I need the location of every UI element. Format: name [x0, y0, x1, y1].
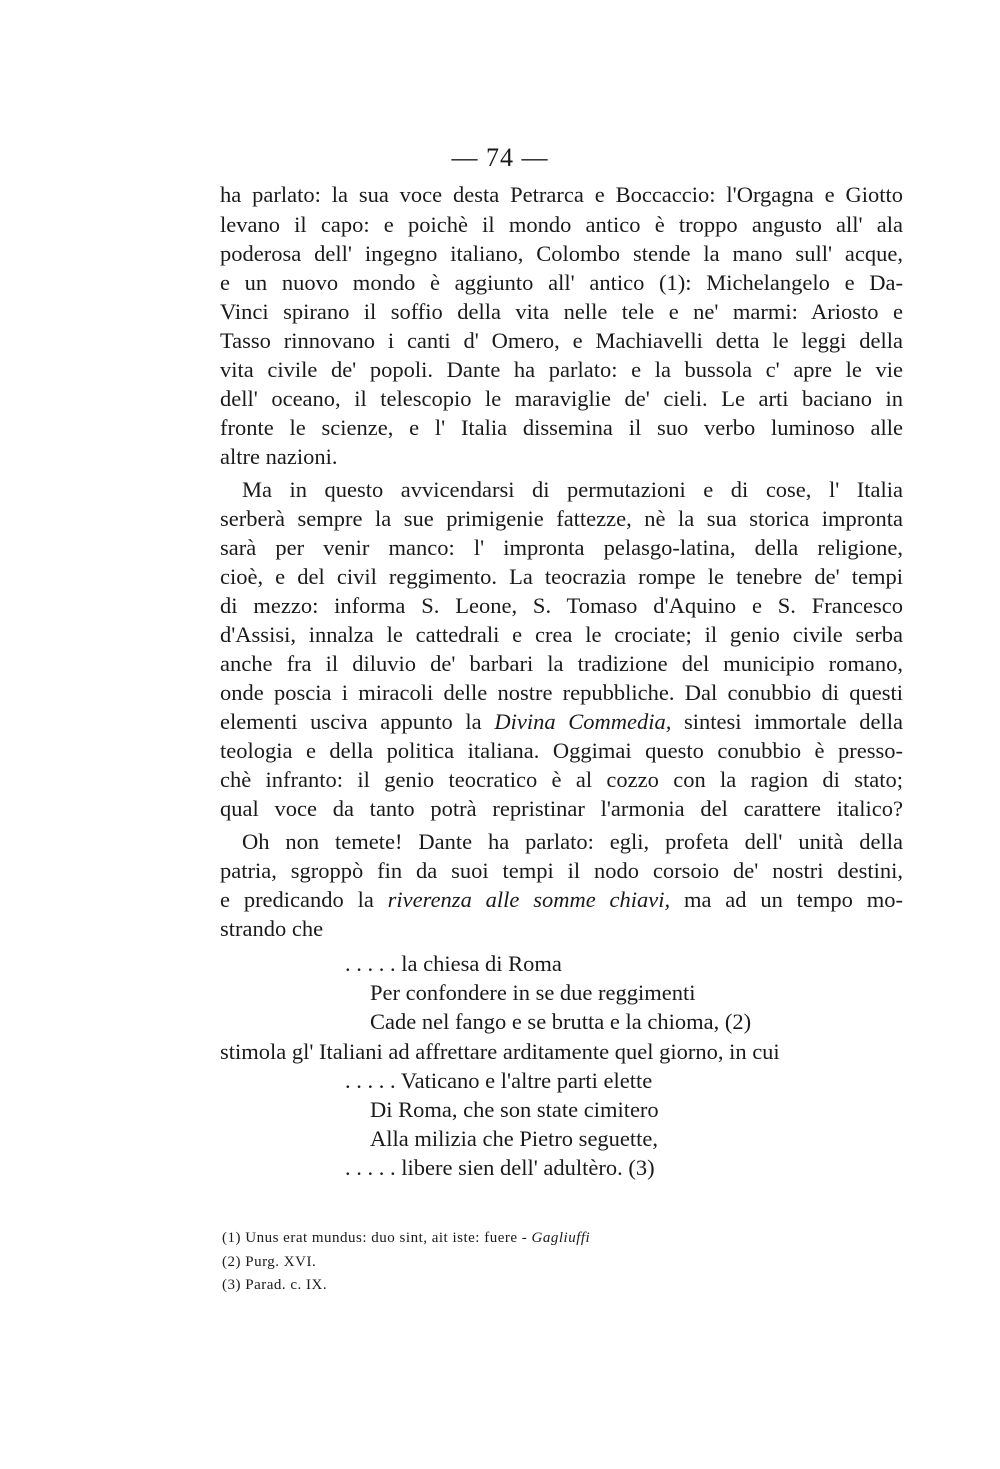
verse-line: . . . . . Vaticano e l'altre parti elette — [345, 1068, 653, 1093]
text-line: stimola gl' Italiani ad affrettare arditamente quel giorno, in cui — [220, 1039, 780, 1064]
text-segment: elementi usciva appunto la — [220, 709, 482, 734]
text-segment: sintesi immortale della — [684, 709, 904, 734]
text-line — [220, 708, 903, 736]
verse-line: Di Roma, che son state cimitero — [370, 1097, 659, 1122]
text-line: sarà per venir manco: l' impronta pelasgo-latina, della religione, — [220, 535, 903, 560]
text-line: chè infranto: il genio teocratico è al cozzo con la ragion di stato; — [220, 767, 903, 792]
text-line: ha parlato: la sua voce desta Petrarca e Boccaccio: l'Orgagna e Giotto — [220, 182, 903, 207]
text-line: vita civile de' popoli. Dante ha parlato: e la bussola c' apre le vie — [220, 357, 903, 382]
text-line: di mezzo: informa S. Leone, S. Tomaso d'Aquino e S. Francesco — [220, 593, 903, 618]
text-line: e un nuovo mondo è aggiunto all' antico (1): Michelangelo e Da- — [220, 270, 903, 295]
text-line: patria, sgroppò fin da suoi tempi il nodo corsoio de' nostri destini, — [220, 858, 903, 883]
text-line: cioè, e del civil reggimento. La teocrazia rompe le tenebre de' tempi — [220, 564, 903, 589]
text-segment: e predicando la — [220, 887, 374, 912]
text-line: altre nazioni. — [220, 444, 338, 469]
verse-line: Alla milizia che Pietro seguette, — [370, 1126, 659, 1151]
italic-quote: riverenza alle somme chiavi, — [387, 887, 671, 912]
text-line: Vinci spirano il soffio della vita nelle tele e ne' marmi: Ariosto e — [220, 299, 903, 324]
page-number: — 74 — — [451, 143, 549, 172]
text-line: strando che — [220, 916, 324, 941]
verse-line: Cade nel fango e se brutta e la chioma, (2) — [370, 1009, 752, 1034]
text-line: teologia e della politica italiana. Oggimai questo conubbio è presso- — [220, 738, 903, 763]
italic-title: Divina Commedia, — [494, 709, 672, 734]
text-line: serberà sempre la sue primigenie fattezze, nè la sua storica impronta — [220, 506, 903, 531]
text-line: Oh non temete! Dante ha parlato: egli, profeta dell' unità della — [242, 829, 903, 854]
text-line: Ma in questo avvicendarsi di permutazioni e di cose, l' Italia — [242, 477, 903, 502]
footnote-author: Gagliuffi — [531, 1230, 591, 1246]
footnote-2: (2) Purg. XVI. — [222, 1254, 317, 1270]
text-segment: ma ad un tempo mo- — [683, 887, 903, 912]
footnote-text: (1) Unus erat mundus: duo sint, ait iste: fuere - — [222, 1230, 528, 1246]
verse-line: . . . . . libere sien dell' adultèro. (3) — [345, 1155, 655, 1180]
text-line: poderosa dell' ingegno italiano, Colombo stende la mano sull' acque, — [220, 241, 903, 266]
footnote-1 — [222, 1228, 590, 1248]
text-line: dell' oceano, il telescopio le maraviglie de' cieli. Le arti baciano in — [220, 386, 903, 411]
text-line: fronte le scienze, e l' Italia dissemina il suo verbo luminoso alle — [220, 415, 903, 440]
text-line — [220, 886, 903, 914]
footnote-3: (3) Parad. c. IX. — [222, 1277, 328, 1293]
text-line: qual voce da tanto potrà repristinar l'armonia del carattere italico? — [220, 796, 903, 821]
verse-line: . . . . . la chiesa di Roma — [345, 951, 562, 976]
text-line: anche fra il diluvio de' barbari la tradizione del municipio romano, — [220, 651, 903, 676]
text-line: levano il capo: e poichè il mondo antico è troppo angusto all' ala — [220, 212, 903, 237]
text-line: onde poscia i miracoli delle nostre repubbliche. Dal conubbio di questi — [220, 680, 903, 705]
verse-line: Per confondere in se due reggimenti — [370, 980, 696, 1005]
text-line: Tasso rinnovano i canti d' Omero, e Machiavelli detta le leggi della — [220, 328, 903, 353]
text-line: d'Assisi, innalza le cattedrali e crea le crociate; il genio civile serba — [220, 622, 903, 647]
